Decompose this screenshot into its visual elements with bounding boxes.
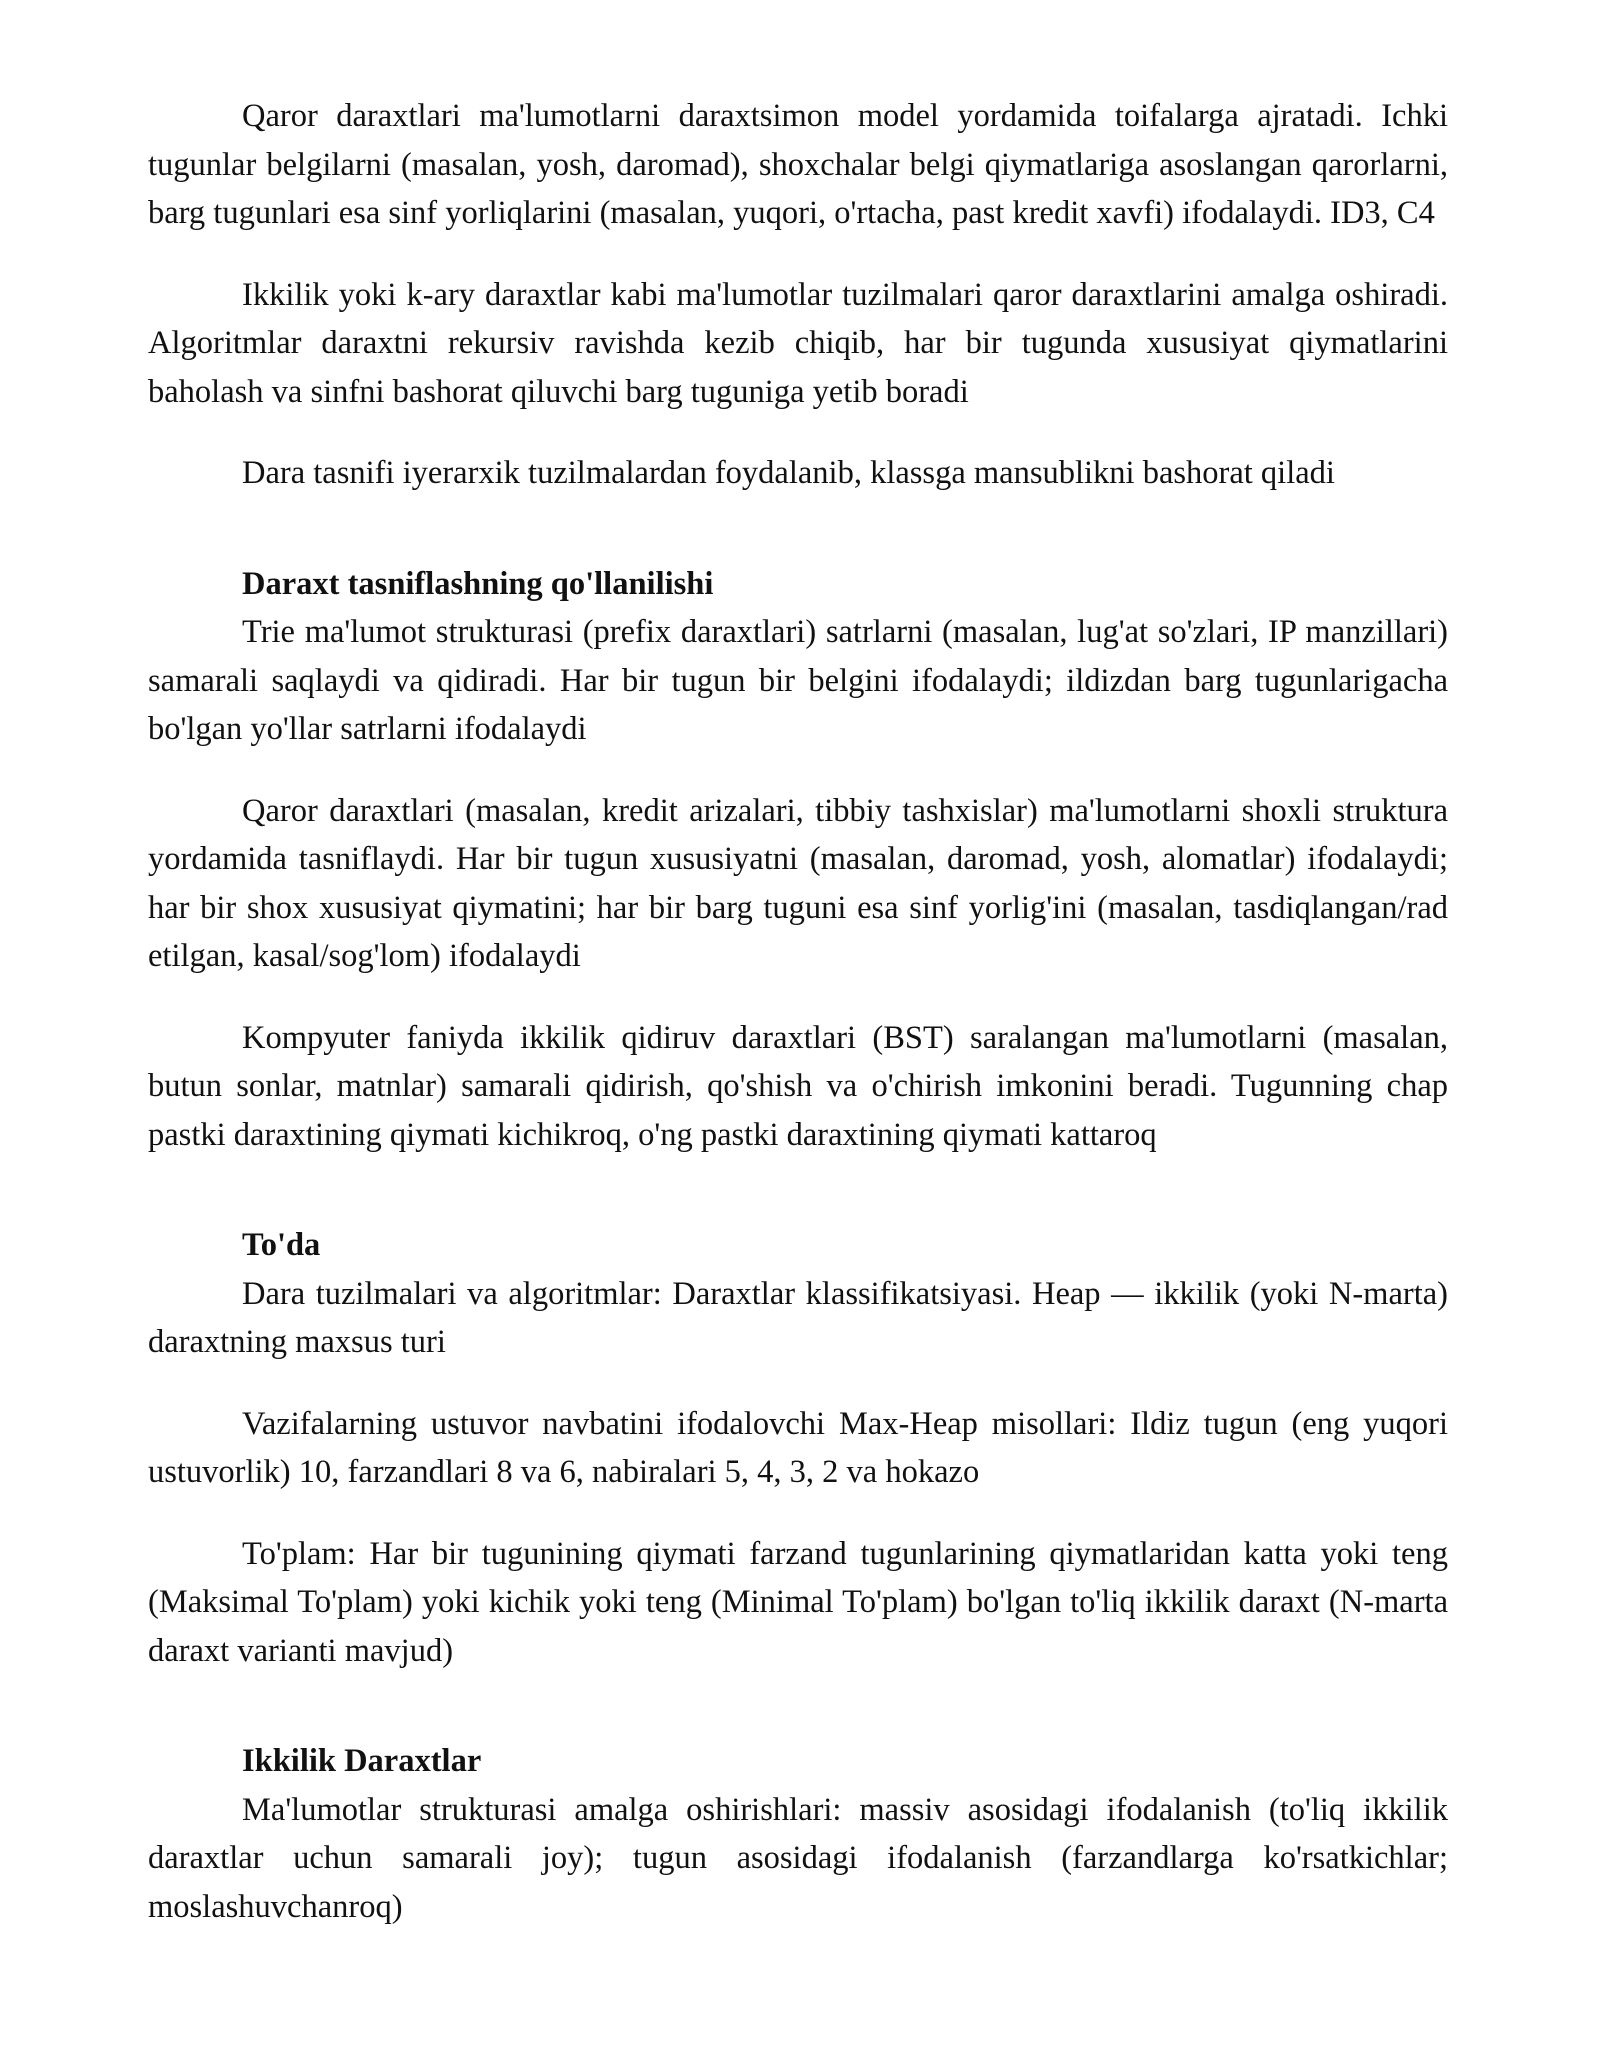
- paragraph: Qaror daraxtlari ma'lumotlarni daraxtsimon model yordamida toifalarga ajratadi. Ichki tugunlar belgilarni (masalan, yosh, daromad), shoxchalar belgi qiymatlariga asoslangan qarorlarni, barg tugunlari esa sinf yorliqlarini (masalan, yuqori, o'rtacha, past kredit xavfi) ifodalaydi. ID3, C4: [148, 98, 1448, 231]
- paragraph: Ma'lumotlar strukturasi amalga oshirishlari: massiv asosidagi ifodalanish (to'liq ikkilik daraxtlar uchun samarali joy); tugun asosidagi ifodalanish (farzandlarga ko'rsatkichlar; moslashuvchanroq): [148, 1791, 1448, 1925]
- section-heading: To'da: [242, 1227, 321, 1263]
- paragraph: Kompyuter faniyda ikkilik qidiruv daraxtlari (BST) saralangan ma'lumotlarni (masalan, butun sonlar, matnlar) samarali qidirish, qo'shish va o'chirish imkonini beradi. Tugunning chap pastki daraxtining qiymati kichikroq, o'ng pastki daraxtining qiymati kattaroq: [148, 1019, 1448, 1153]
- paragraph: Dara tuzilmalari va algoritmlar: Daraxtlar klassifikatsiyasi. Heap — ikkilik (yoki N-marta) daraxtning maxsus turi: [148, 1275, 1448, 1360]
- paragraph: To'plam: Har bir tugunining qiymati farzand tugunlarining qiymatlaridan katta yoki teng (Maksimal To'plam) yoki kichik yoki teng (Minimal To'plam) bo'lgan to'liq ikkilik daraxt (N-marta daraxt varianti mavjud): [148, 1535, 1448, 1669]
- paragraph: Qaror daraxtlari (masalan, kredit arizalari, tibbiy tashxislar) ma'lumotlarni shoxli struktura yordamida tasniflaydi. Har bir tugun xususiyatni (masalan, daromad, yosh, alomatlar) ifodalaydi; har bir shox xususiyat qiymatini; har bir barg tuguni esa sinf yorlig'ini (masalan, tasdiqlangan/rad etilgan, kasal/sog'lom) ifodalaydi: [148, 792, 1448, 974]
- document-body: [148, 92, 1448, 1964]
- paragraph: Dara tasnifi iyerarxik tuzilmalardan foydalanib, klassga mansublikni bashorat qiladi: [242, 455, 1335, 491]
- section-heap: [148, 1221, 1448, 1675]
- paragraph: Ikkilik yoki k-ary daraxtlar kabi ma'lumotlar tuzilmalari qaror daraxtlarini amalga oshiradi. Algoritmlar daraxtni rekursiv ravishda kezib chiqib, har bir tugunda xususiyat qiymatlarini baholash va sinfni bashorat qiluvchi barg tuguniga yetib boradi: [148, 276, 1448, 410]
- section-tree-classification-applications: [148, 560, 1448, 1160]
- paragraph: Vazifalarning ustuvor navbatini ifodalovchi Max-Heap misollari: Ildiz tugun (eng yuqori ustuvorlik) 10, farzandlari 8 va 6, nabiralari 5, 4, 3, 2 va hokazo: [148, 1405, 1448, 1490]
- paragraph: Trie ma'lumot strukturasi (prefix daraxtlari) satrlarni (masalan, lug'at so'zlari, IP manzillari) samarali saqlaydi va qidiradi. Har bir tugun bir belgini ifodalaydi; ildizdan barg tugunlarigacha bo'lgan yo'llar satrlarni ifodalaydi: [148, 614, 1448, 747]
- section-binary-trees: [148, 1737, 1448, 1931]
- section-heading: Daraxt tasniflashning qo'llanilishi: [242, 565, 714, 602]
- section-heading: Ikkilik Daraxtlar: [242, 1743, 482, 1779]
